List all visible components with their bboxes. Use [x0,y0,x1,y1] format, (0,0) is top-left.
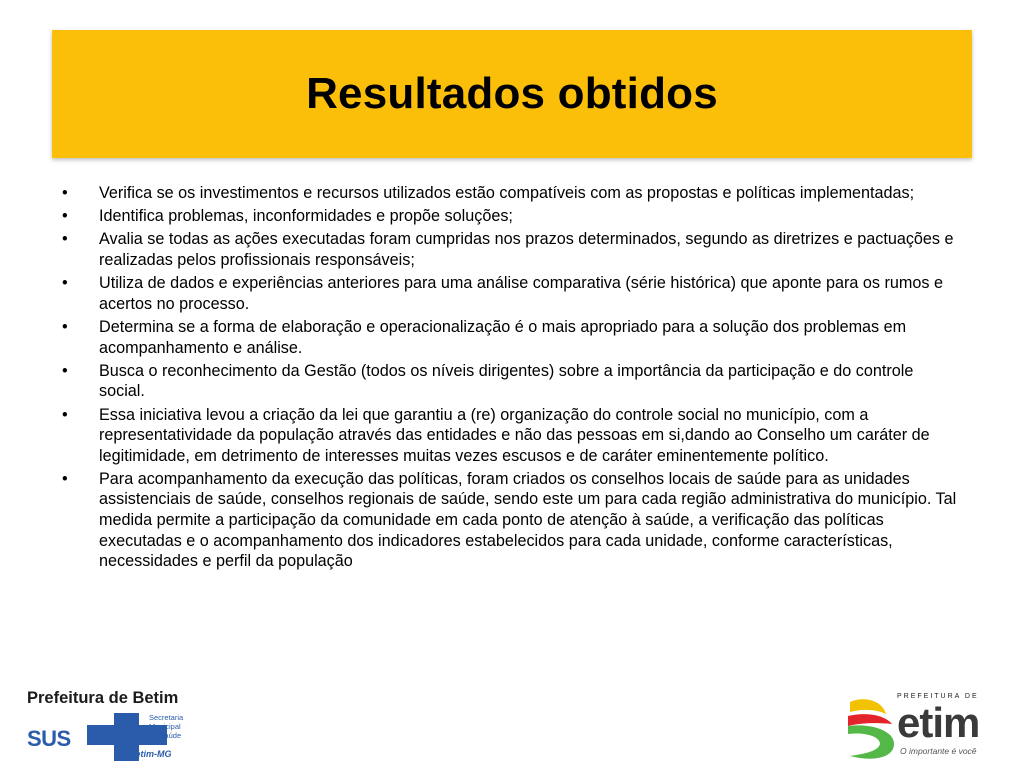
list-item [62,469,962,572]
bullet-marker: • [62,469,68,488]
bullet-marker: • [62,317,68,336]
list-item [62,361,962,402]
secretaria-label: Secretaria Municipal de Saúde [149,713,184,740]
bullet-text: Avalia se todas as ações executadas foram cumpridas nos prazos determinados, segundo as diretrizes e pactuações e realizadas pelos profissionais responsáveis; [99,230,954,269]
betim-logo [842,686,1007,766]
bullet-marker: • [62,184,68,202]
betim-b-icon [842,696,900,762]
list-item [62,206,962,227]
list-item [62,405,962,467]
bullet-text: Utiliza de dados e experiências anteriores para uma análise comparativa (série histórica) que aponte para os rumos e acertos no processo. [99,274,943,313]
list-item [62,273,962,314]
bullet-text: Determina se a forma de elaboração e operacionalização é o mais apropriado para a solução dos problemas em acompanhamento e análise. [99,317,907,357]
bullet-text: Identifica problemas, inconformidades e propõe soluções; [99,207,513,226]
slide-title: Resultados obtidos [306,69,718,118]
title-bar [52,30,972,158]
prefeitura-sus-logo [27,686,197,766]
logo-word: etim [897,699,980,746]
bullet-text: Busca o reconhecimento da Gestão (todos os níveis dirigentes) sobre a importância da participação e do controle social. [99,361,914,401]
list-item [62,229,962,270]
bullet-marker: • [62,230,68,249]
list-item [62,317,962,358]
bullet-marker: • [62,405,68,424]
bullet-text: Para acompanhamento da execução das políticas, foram criados os conselhos locais de saúde para as unidades assistenciais de saúde, conselhos regionais de saúde, sendo este um para cada região administrativa do município. Tal medida permite a participação da comunidade em cada ponto de atenção à saúde, a verificação das políticas executadas e o acompanhamento dos indicadores estabelecidos para cada unidade, conforme características, necessidades e perfil da população [99,469,957,571]
bullet-text: Essa iniciativa levou a criação da lei que garantiu a (re) organização do controle social no município, com a representatividade da população através das entidades e não das pessoas em si,dando ao Conselho um caráter de legitimidade, em detrimento de interesses muitas vezes escusos e de caráter eminentemente político. [99,405,930,465]
bullet-marker: • [62,361,68,380]
bullet-text: Verifica se os investimentos e recursos utilizados estão compatíveis com as propostas e políticas implementadas; [99,184,915,202]
bullet-list [62,183,962,574]
city-label: Betim-MG [129,749,172,759]
sus-label: SUS [27,726,71,751]
prefeitura-label: Prefeitura de Betim [27,689,179,707]
bullet-marker: • [62,274,68,293]
list-item [62,183,962,204]
prefeitura-small-label: PREFEITURA DE [897,693,979,700]
tagline: O importante é você [900,746,977,756]
bullet-marker: • [62,207,68,226]
